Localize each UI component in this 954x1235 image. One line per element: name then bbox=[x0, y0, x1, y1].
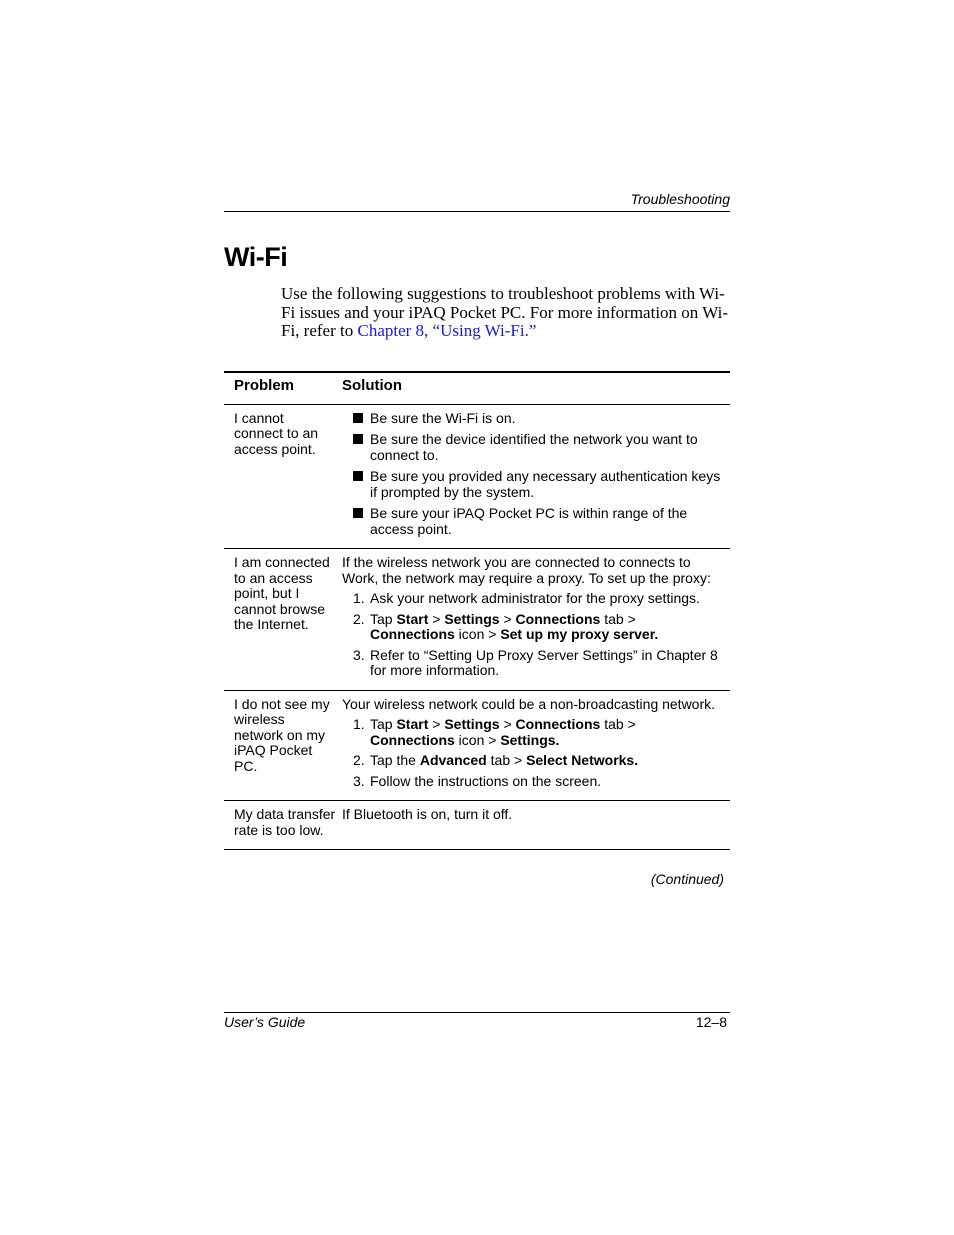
problem-text: My data transfer rate is too low. bbox=[234, 806, 336, 838]
list-item bbox=[342, 774, 724, 790]
solution-lead: If the wireless network you are connected to connects to Work, the network may require a proxy. To set up the proxy: bbox=[342, 554, 711, 586]
step-text: > bbox=[428, 716, 445, 732]
ui-term: Advanced bbox=[419, 752, 487, 768]
list-item bbox=[342, 648, 724, 679]
problem-cell bbox=[224, 549, 342, 691]
troubleshooting-table bbox=[224, 371, 730, 850]
solution-cell bbox=[342, 690, 730, 801]
step-number: 1. bbox=[353, 716, 365, 732]
table-row bbox=[224, 549, 730, 691]
ui-term: Start bbox=[396, 610, 429, 627]
ui-term: Settings bbox=[444, 610, 500, 627]
solution-lead: Your wireless network could be a non-broadcasting network. bbox=[342, 695, 716, 712]
header-rule bbox=[224, 211, 730, 212]
ui-term: Start bbox=[396, 716, 429, 732]
list-item bbox=[342, 753, 724, 769]
step-text: tab > bbox=[486, 752, 527, 768]
solution-cell bbox=[342, 801, 730, 850]
step-text: Ask your network administrator for the proxy settings. bbox=[370, 590, 700, 606]
step-text: Refer to “Setting Up Proxy Server Settings” in Chapter 8 for more information. bbox=[370, 646, 718, 678]
chapter-link[interactable]: Chapter 8, “Using Wi-Fi.” bbox=[357, 321, 537, 340]
step-list bbox=[342, 717, 724, 789]
footer-rule bbox=[224, 1012, 730, 1013]
intro-paragraph bbox=[281, 285, 733, 341]
footer-guide-title: User’s Guide bbox=[224, 1014, 306, 1030]
table-row bbox=[224, 404, 730, 549]
intro-text: Use the following suggestions to troubleshoot problems with Wi-Fi issues and your iPAQ Pocket PC. For more information on Wi-Fi, refer to bbox=[281, 284, 728, 340]
list-item bbox=[342, 717, 724, 748]
step-number: 2. bbox=[353, 752, 365, 768]
step-text: > bbox=[499, 610, 516, 627]
ui-term: Settings bbox=[444, 716, 500, 732]
table-row bbox=[224, 690, 730, 801]
problem-text: I am connected to an access point, but I cannot browse the Internet. bbox=[234, 554, 330, 632]
list-item bbox=[342, 432, 724, 463]
step-text: > bbox=[428, 610, 445, 627]
list-item bbox=[342, 469, 724, 500]
solution-cell bbox=[342, 404, 730, 549]
problem-cell bbox=[224, 801, 342, 850]
step-number: 3. bbox=[353, 646, 365, 663]
solution-cell bbox=[342, 549, 730, 691]
square-bullet-icon bbox=[353, 508, 363, 518]
step-number: 2. bbox=[353, 610, 365, 627]
step-text: Tap bbox=[370, 610, 397, 627]
list-item bbox=[342, 612, 724, 643]
ui-term: Settings. bbox=[500, 731, 560, 748]
page-number: 12–8 bbox=[695, 1014, 727, 1030]
problem-text: I cannot connect to an access point. bbox=[234, 409, 319, 457]
bullet-text: Be sure the device identified the network you want to connect to. bbox=[370, 431, 698, 463]
bullet-list bbox=[342, 411, 724, 538]
ui-term: Set up my proxy server. bbox=[500, 626, 659, 642]
square-bullet-icon bbox=[353, 413, 363, 423]
problem-cell bbox=[224, 690, 342, 801]
square-bullet-icon bbox=[353, 471, 363, 481]
list-item bbox=[342, 591, 724, 607]
solution-lead: If Bluetooth is on, turn it off. bbox=[342, 806, 513, 822]
bullet-text: Be sure your iPAQ Pocket PC is within range of the access point. bbox=[370, 505, 688, 537]
bullet-text: Be sure the Wi-Fi is on. bbox=[370, 409, 516, 426]
list-item bbox=[342, 506, 724, 537]
list-item bbox=[342, 411, 724, 427]
ui-term: Connections bbox=[515, 716, 601, 732]
bullet-text: Be sure you provided any necessary authentication keys if prompted by the system. bbox=[370, 468, 721, 500]
table-row bbox=[224, 801, 730, 850]
step-text: Follow the instructions on the screen. bbox=[370, 772, 602, 789]
step-text: icon > bbox=[454, 626, 501, 642]
step-text: tab > bbox=[600, 610, 636, 627]
ui-term: Connections bbox=[370, 731, 455, 748]
step-text: Tap the bbox=[370, 752, 420, 768]
continued-note: (Continued) bbox=[650, 871, 724, 887]
ui-term: Connections bbox=[370, 626, 455, 642]
step-list bbox=[342, 591, 724, 679]
step-text: > bbox=[499, 716, 516, 732]
step-number: 1. bbox=[353, 590, 365, 606]
table-header-row bbox=[224, 372, 730, 404]
problem-text: I do not see my wireless network on my iPAQ Pocket PC. bbox=[234, 695, 330, 774]
step-text: tab > bbox=[600, 716, 636, 732]
solution-column-header: Solution bbox=[342, 372, 730, 404]
problem-cell bbox=[224, 404, 342, 549]
running-head: Troubleshooting bbox=[630, 191, 730, 207]
section-title: Wi-Fi bbox=[224, 242, 288, 272]
problem-column-header: Problem bbox=[224, 372, 342, 404]
ui-term: Connections bbox=[515, 610, 601, 627]
ui-term: Select Networks. bbox=[526, 752, 639, 768]
step-text: Tap bbox=[370, 716, 397, 732]
step-number: 3. bbox=[353, 772, 365, 789]
step-text: icon > bbox=[454, 731, 501, 748]
square-bullet-icon bbox=[353, 434, 363, 444]
